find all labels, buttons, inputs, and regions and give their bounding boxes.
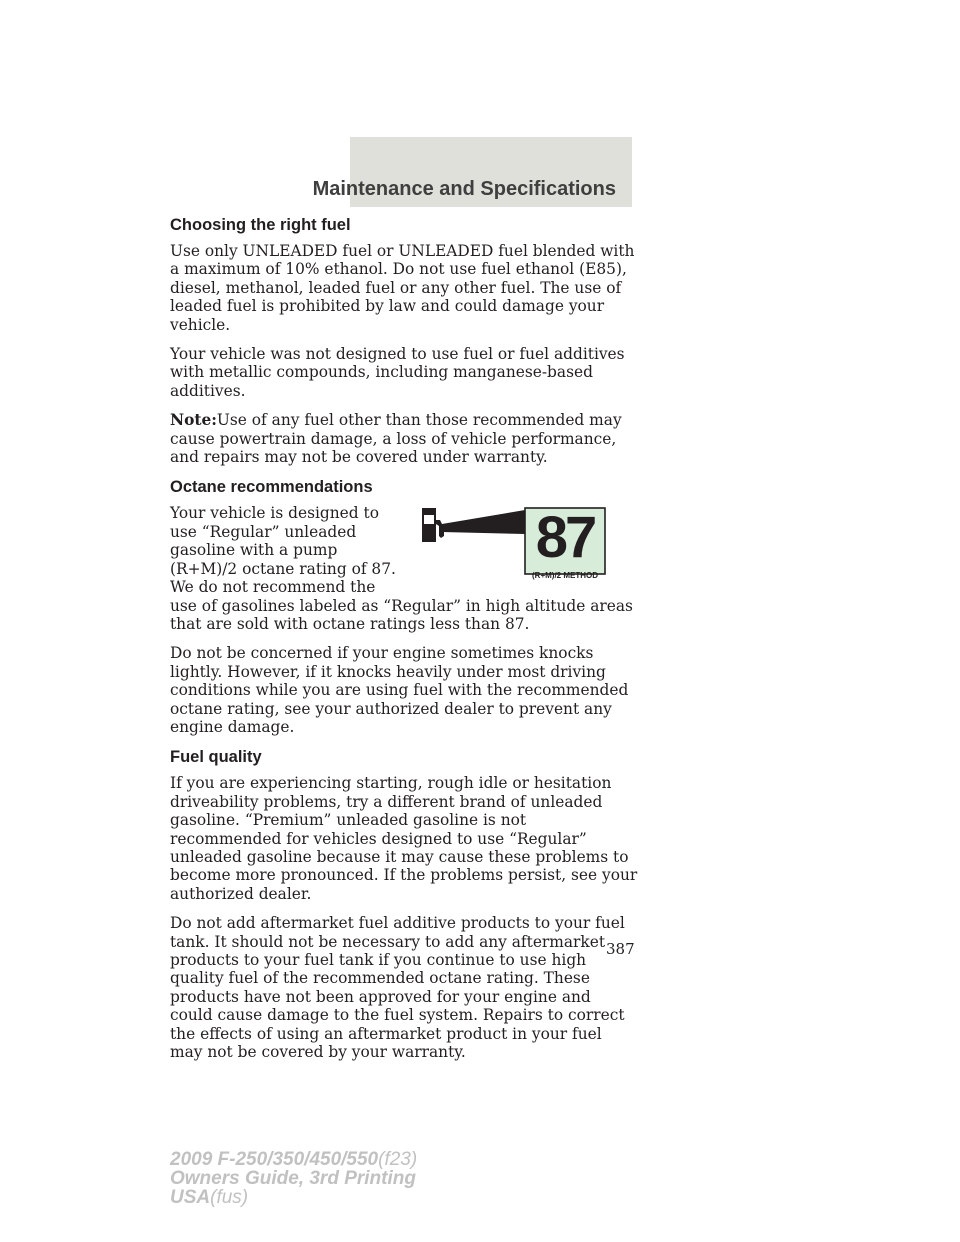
footer-print-info bbox=[170, 1150, 417, 1207]
footer-model: 2009 F-250/350/450/550 bbox=[170, 1149, 379, 1170]
footer-market-code: (fus) bbox=[210, 1187, 249, 1208]
paragraph-unleaded-fuel: Use only UNLEADED fuel or UNLEADED fuel blended with a maximum of 10% ethanol. Do not use fuel ethanol (E85), diesel, methanol, leaded fuel or any other fuel. The use of leaded fuel is prohibited by law and could damage your vehicle. bbox=[170, 242, 635, 334]
page-number: 387 bbox=[606, 940, 635, 958]
paragraph-aftermarket-additives: Do not add aftermarket fuel additive products to your fuel tank. It should not be necessary to add any aftermarket products to your fuel tank if you continue to use high quality fuel of the recommended octane rating. These products have not been approved for your engine and could cause damage to the fuel system. Repairs to correct the effects of using an aftermarket product in your fuel may not be covered by your warranty. bbox=[170, 914, 625, 1062]
heading-octane: Octane recommendations bbox=[170, 478, 373, 497]
header-band bbox=[312, 137, 632, 207]
paragraph-octane-regular: Your vehicle is designed to use “Regular” unleaded gasoline with a pump (R+M)/2 octane rating of 87. We do not recommend the use of gasolines labeled as “Regular” in high altitude areas that are sold with octane ratings less than 87. bbox=[170, 504, 633, 633]
paragraph-metallic-additives: Your vehicle was not designed to use fuel or fuel additives with metallic compounds, including manganese-based additives. bbox=[170, 345, 625, 400]
note-label: Note: bbox=[170, 411, 217, 430]
paragraph-engine-knock: Do not be concerned if your engine sometimes knocks lightly. However, if it knocks heavily under most driving conditions while you are using fuel with the recommended octane rating, see your authorized dealer to prevent any engine damage. bbox=[170, 644, 629, 736]
note-text: Use of any fuel other than those recommended may cause powertrain damage, a loss of vehicle performance, and repairs may not be covered under warranty. bbox=[170, 411, 622, 467]
paragraph-driveability: If you are experiencing starting, rough idle or hesitation driveability problems, try a different brand of unleaded gasoline. “Premium” unleaded gasoline is not recommended for vehicles designed to use “Regular” unleaded gasoline because it may cause these problems to become more pronounced. If the problems persist, see your authorized dealer. bbox=[170, 774, 638, 903]
section-title: Maintenance and Specifications bbox=[312, 178, 616, 200]
octane-method-label: (R+M)/2 METHOD bbox=[532, 571, 598, 581]
octane-pump-sign bbox=[414, 506, 644, 590]
heading-fuel-quality: Fuel quality bbox=[170, 748, 262, 767]
page-content bbox=[170, 215, 638, 1072]
octane-number: 87 bbox=[535, 505, 595, 571]
footer-market: USA bbox=[170, 1187, 211, 1208]
footer-guide: Owners Guide, 3rd Printing bbox=[170, 1168, 416, 1189]
note-paragraph bbox=[170, 411, 638, 466]
heading-choosing-fuel: Choosing the right fuel bbox=[170, 216, 351, 234]
footer-model-code: (f23) bbox=[378, 1149, 418, 1170]
